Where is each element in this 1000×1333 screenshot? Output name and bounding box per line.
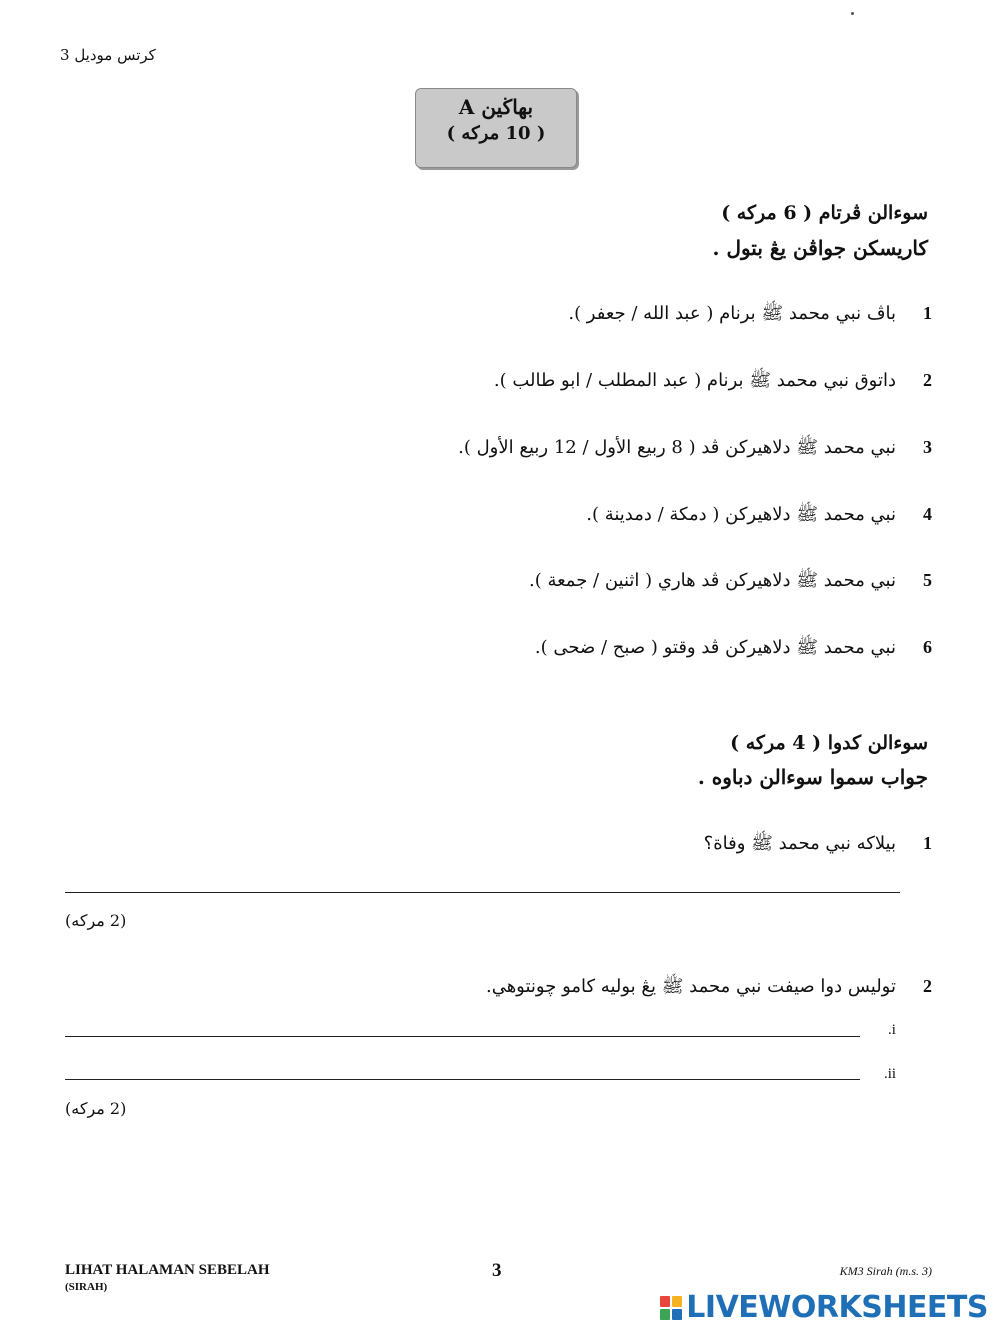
part2-instruction: جواب سموا سوءالن دباوه . xyxy=(697,765,928,789)
question-item xyxy=(586,503,932,529)
module-label: كرتس موديل 3 xyxy=(60,46,156,64)
question-text: توليس دوا صيفت نبي محمد ﷺ يڠ بوليه كامو چونتوهي. xyxy=(485,976,896,997)
option-label-i: .i xyxy=(888,1022,896,1038)
page-number: 3 xyxy=(492,1260,502,1281)
option-label-ii: .ii xyxy=(884,1066,897,1082)
question-item xyxy=(486,975,932,1001)
question-text: نبي محمد ﷺ دلاهيركن ( دمكة / دمدينة ). xyxy=(586,504,896,525)
section-title-box xyxy=(415,88,577,168)
next-page-label: LIHAT HALAMAN SEBELAH xyxy=(65,1262,270,1278)
question-number: 4 xyxy=(923,504,932,524)
section-marks: ( 10 مركه ) xyxy=(446,123,546,144)
question-text: باڤ نبي محمد ﷺ برنام ( عبد الله / جعفر ). xyxy=(568,303,896,324)
question-text: نبي محمد ﷺ دلاهيركن ڤد هاري ( اثنين / جمعة ). xyxy=(528,570,896,591)
question-number: 5 xyxy=(923,570,932,590)
marks-label: (2 مركه) xyxy=(65,911,127,930)
brand-grid-icon xyxy=(660,1296,682,1320)
question-item xyxy=(494,369,932,395)
question-item xyxy=(704,832,932,858)
answer-line[interactable] xyxy=(65,892,900,893)
question-number: 6 xyxy=(923,637,932,657)
part1-instruction: كاريسكن جواڤن يڠ بتول . xyxy=(712,236,928,260)
question-number: 1 xyxy=(923,303,932,323)
question-item xyxy=(535,636,932,662)
question-number: 3 xyxy=(923,437,932,457)
part1-heading: سوءالن ڤرتام ( 6 مركه ) xyxy=(721,202,928,224)
question-text: داتوق نبي محمد ﷺ برنام ( عبد المطلب / ابو طالب ). xyxy=(493,370,896,391)
marks-label: (2 مركه) xyxy=(65,1099,127,1118)
section-title: بهاڬين A xyxy=(458,95,534,119)
question-item xyxy=(568,302,932,328)
part2-heading: سوءالن كدوا ( 4 مركه ) xyxy=(730,732,928,754)
question-item xyxy=(458,436,932,462)
question-number: 1 xyxy=(923,833,932,853)
question-text: بيلاكه نبي محمد ﷺ وفاة؟ xyxy=(703,833,896,854)
brand-text: LIVEWORKSHEETS xyxy=(686,1290,988,1325)
question-number: 2 xyxy=(923,976,932,996)
page-reference: KM3 Sirah (m.s. 3) xyxy=(839,1264,932,1278)
subject-label: (SIRAH) xyxy=(65,1281,108,1293)
question-number: 2 xyxy=(923,370,932,390)
question-item xyxy=(529,569,932,595)
footer-left xyxy=(65,1262,270,1296)
answer-line-i[interactable] xyxy=(65,1036,860,1037)
question-text: نبي محمد ﷺ دلاهيركن ڤد وقتو ( صبح / ضحى ). xyxy=(534,637,896,658)
liveworksheets-logo xyxy=(660,1290,988,1325)
scan-speck xyxy=(851,12,854,15)
answer-line-ii[interactable] xyxy=(65,1079,860,1080)
question-text: نبي محمد ﷺ دلاهيركن ڤد ( 8 ربيع الأول / 12 ربيع الأول ). xyxy=(458,437,896,458)
